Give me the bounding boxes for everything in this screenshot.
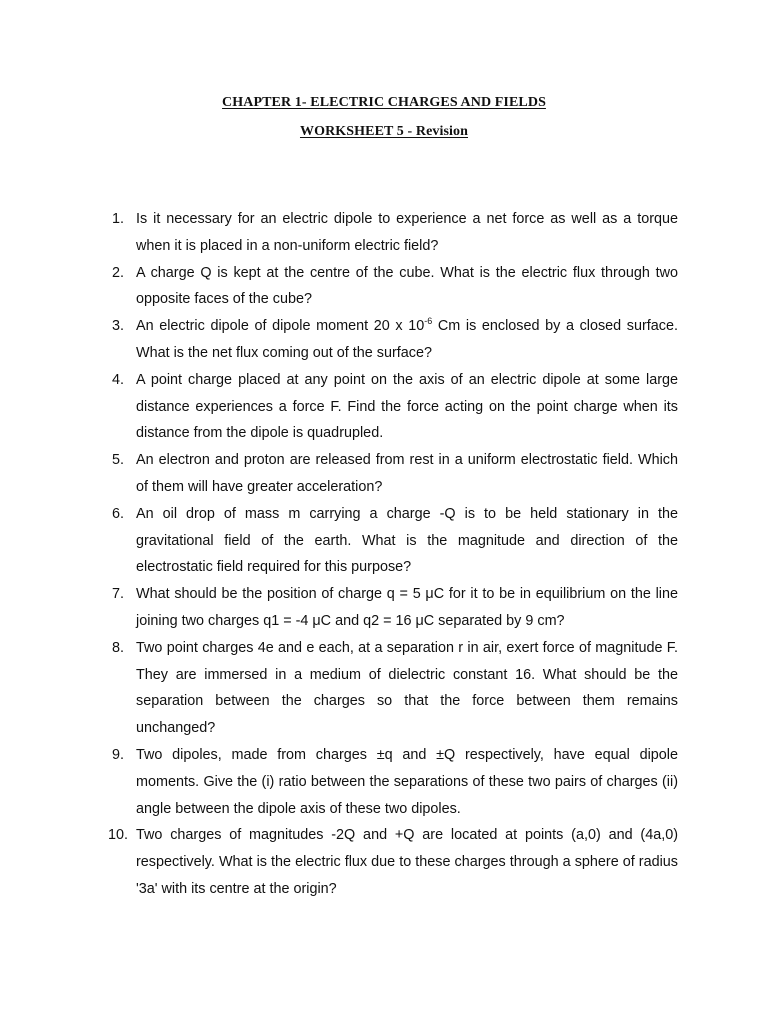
question-10 — [108, 822, 678, 902]
chapter-title: CHAPTER 1- ELECTRIC CHARGES AND FIELDS — [222, 95, 546, 110]
question-text: Two dipoles, made from charges ±q and ±Q respectively, have equal dipole moments. Give the (i) ratio between the separations of these two pairs of charges (ii) angle between the dipole axis of these two dipoles. — [136, 746, 678, 817]
question-list — [108, 206, 678, 903]
question-2 — [108, 260, 678, 314]
question-number: 5. — [112, 452, 125, 469]
question-1 — [108, 206, 678, 260]
question-text: An oil drop of mass m carrying a charge -Q is to be held stationary in the gravitational field of the earth. What is the magnitude and direction of the electrostatic field required for this purpose? — [136, 505, 678, 576]
question-text: Two point charges 4e and e each, at a separation r in air, exert force of magnitude F. They are immersed in a medium of dielectric constant 16. What should be the separation between the charges so that the force between them remains unchanged? — [136, 639, 678, 737]
question-number: 6. — [112, 505, 125, 522]
question-text-part: Cm is enclosed by a closed surface. What is the net flux coming out of the surface? — [136, 318, 678, 361]
question-4 — [108, 367, 678, 447]
question-3 — [108, 313, 678, 367]
question-number: 4. — [112, 371, 125, 388]
worksheet-title: WORKSHEET 5 - Revision — [299, 124, 469, 139]
question-text: What should be the position of charge q = 5 μC for it to be in equilibrium on the line joining two charges q1 = -4 μC and q2 = 16 μC separated by 9 cm? — [136, 586, 678, 629]
question-text-part: An electric dipole of dipole moment 20 x 10 — [136, 318, 425, 335]
question-text: A point charge placed at any point on the axis of an electric dipole at some large distance experiences a force F. Find the force acting on the point charge when its distance from the dipole is quadrupled. — [136, 371, 678, 442]
question-number: 2. — [112, 264, 125, 281]
question-text: Two charges of magnitudes -2Q and +Q are located at points (a,0) and (4a,0) respectively. What is the electric flux due to these charges through a sphere of radius '3a' with its centre at the origin? — [136, 827, 678, 897]
question-number: 1. — [112, 211, 125, 227]
question-number: 9. — [112, 746, 125, 763]
question-number: 10. — [108, 827, 129, 844]
question-text: Is it necessary for an electric dipole to experience a net force as well as a torque when it is placed in a non-uniform electric field? — [136, 211, 678, 254]
question-text: A charge Q is kept at the centre of the cube. What is the electric flux through two opposite faces of the cube? — [136, 264, 678, 308]
question-5 — [108, 447, 678, 501]
question-number: 8. — [112, 639, 125, 656]
question-text — [136, 313, 678, 367]
question-8 — [108, 635, 678, 742]
question-9 — [108, 742, 678, 822]
exponent: -6 — [424, 316, 433, 327]
question-6 — [108, 501, 678, 581]
question-7 — [108, 581, 678, 635]
question-text: An electron and proton are released from rest in a uniform electrostatic field. Which of them will have greater acceleration? — [136, 452, 678, 495]
question-number: 7. — [112, 586, 125, 603]
question-number: 3. — [112, 318, 125, 335]
